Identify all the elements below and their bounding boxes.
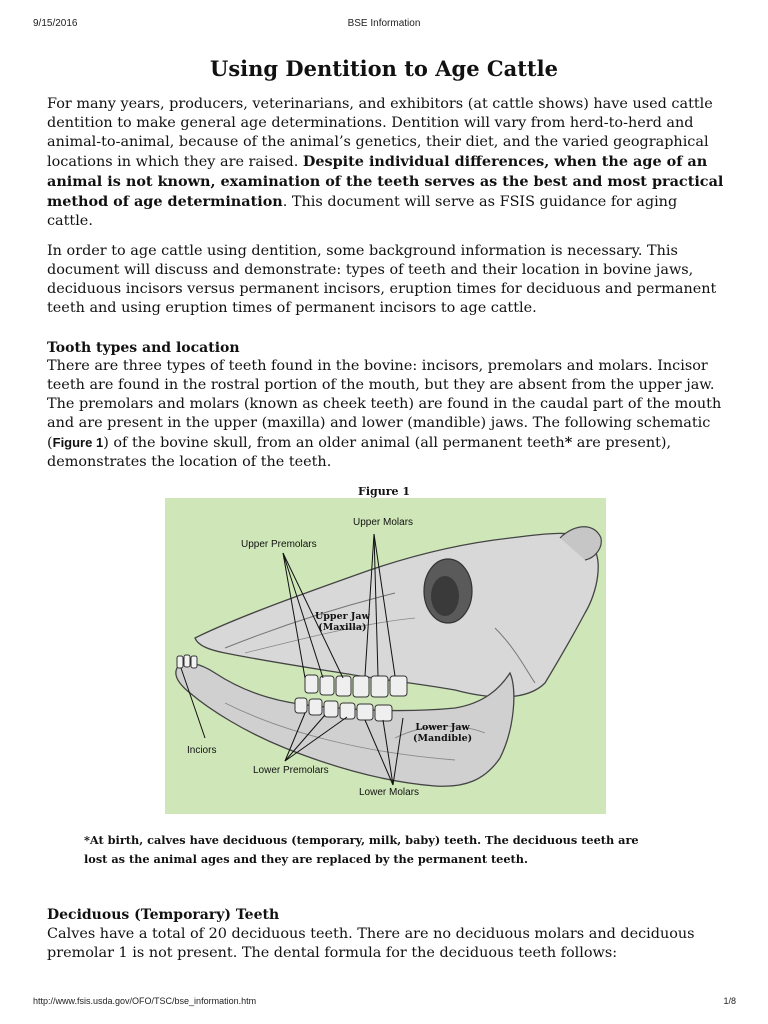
- label-mandible: (Mandible): [413, 733, 473, 744]
- label-upper-molars: Upper Molars: [353, 517, 414, 528]
- label-maxilla: (Maxilla): [318, 622, 367, 633]
- tooth-types-heading: Tooth types and location: [47, 340, 240, 356]
- figure-reference: Figure 1: [52, 435, 104, 450]
- deciduous-paragraph: Calves have a total of 20 deciduous teeth. There are no deciduous molars and deciduous premolar 1 is not present. The dental formula for the deciduous teeth follows:: [47, 926, 695, 961]
- upper-teeth: [305, 675, 407, 697]
- birth-note-line-2: lost as the animal ages and they are replaced by the permanent teeth.: [84, 852, 528, 866]
- birth-note: [84, 831, 704, 869]
- deciduous-heading: Deciduous (Temporary) Teeth: [47, 907, 280, 923]
- tooth-types-text-a: There are three types of teeth found in the bovine: incisors, premolars and molars. Incisor teeth are found in the rostral portion of the mouth, but they are absent from the upper jaw. The premolars and molars (known as cheek teeth) are found in the caudal part of the mouth and are present in the upper (maxilla) and lower (mandible) jaws. The following schematic (: [47, 358, 722, 451]
- incisor-teeth: [177, 655, 197, 668]
- label-lower-jaw-name: Lower Jaw: [415, 722, 470, 733]
- page-title: Using Dentition to Age Cattle: [210, 56, 558, 81]
- tooth-types-text-b: ) of the bovine skull, from an older animal (all permanent teeth: [103, 435, 565, 451]
- print-date: 9/15/2016: [33, 18, 78, 29]
- skull-figure: [165, 498, 606, 814]
- intro-bold-text: Despite individual differences, when the age of an animal is not known, examination of the teeth serves as the best and most practical method of age determination: [47, 153, 724, 210]
- intro-paragraph-1: [47, 95, 727, 231]
- footer-url: http://www.fsis.usda.gov/OFO/TSC/bse_information.htm: [33, 996, 257, 1006]
- intro-text-a: For many years, producers, veterinarians, and exhibitors (at cattle shows) have used cattle dentition to make general age determinations. Dentition will vary from herd-to-herd and animal-to-animal, because of the animal’s genetics, their diet, and the varied geographical locations in which they are raised.: [47, 96, 713, 170]
- skull-cranium: [195, 533, 598, 697]
- label-upper-jaw: [315, 611, 370, 633]
- print-title: BSE Information: [347, 18, 421, 29]
- tooth-types-paragraph: [47, 357, 727, 472]
- label-upper-premolars: Upper Premolars: [241, 539, 317, 550]
- label-lower-molars: Lower Molars: [359, 787, 420, 798]
- intro-text-c: . This document will serve as FSIS guidance for aging cattle.: [47, 194, 678, 229]
- skull-illustration: [165, 498, 606, 814]
- tooth-types-text-c: are present), demonstrates the location of the teeth.: [47, 435, 672, 470]
- figure-caption: Figure 1: [358, 485, 410, 498]
- label-lower-premolars: Lower Premolars: [253, 765, 329, 776]
- intro-paragraph-2: In order to age cattle using dentition, some background information is necessary. This document will discuss and demonstrate: types of teeth and their location in bovine jaws, deciduous incisors versus permanent incisors, eruption times for deciduous and permanent teeth and using eruption times of permanent incisors to age cattle.: [47, 243, 717, 316]
- label-upper-jaw-name: Upper Jaw: [315, 611, 370, 622]
- asterisk-mark: *: [564, 434, 573, 451]
- label-lower-jaw: [413, 722, 472, 744]
- label-incisors: Inciors: [187, 745, 217, 756]
- footer-page-number: 1/8: [723, 996, 736, 1006]
- birth-note-line-1: *At birth, calves have deciduous (temporary, milk, baby) teeth. The deciduous teeth are: [84, 833, 639, 847]
